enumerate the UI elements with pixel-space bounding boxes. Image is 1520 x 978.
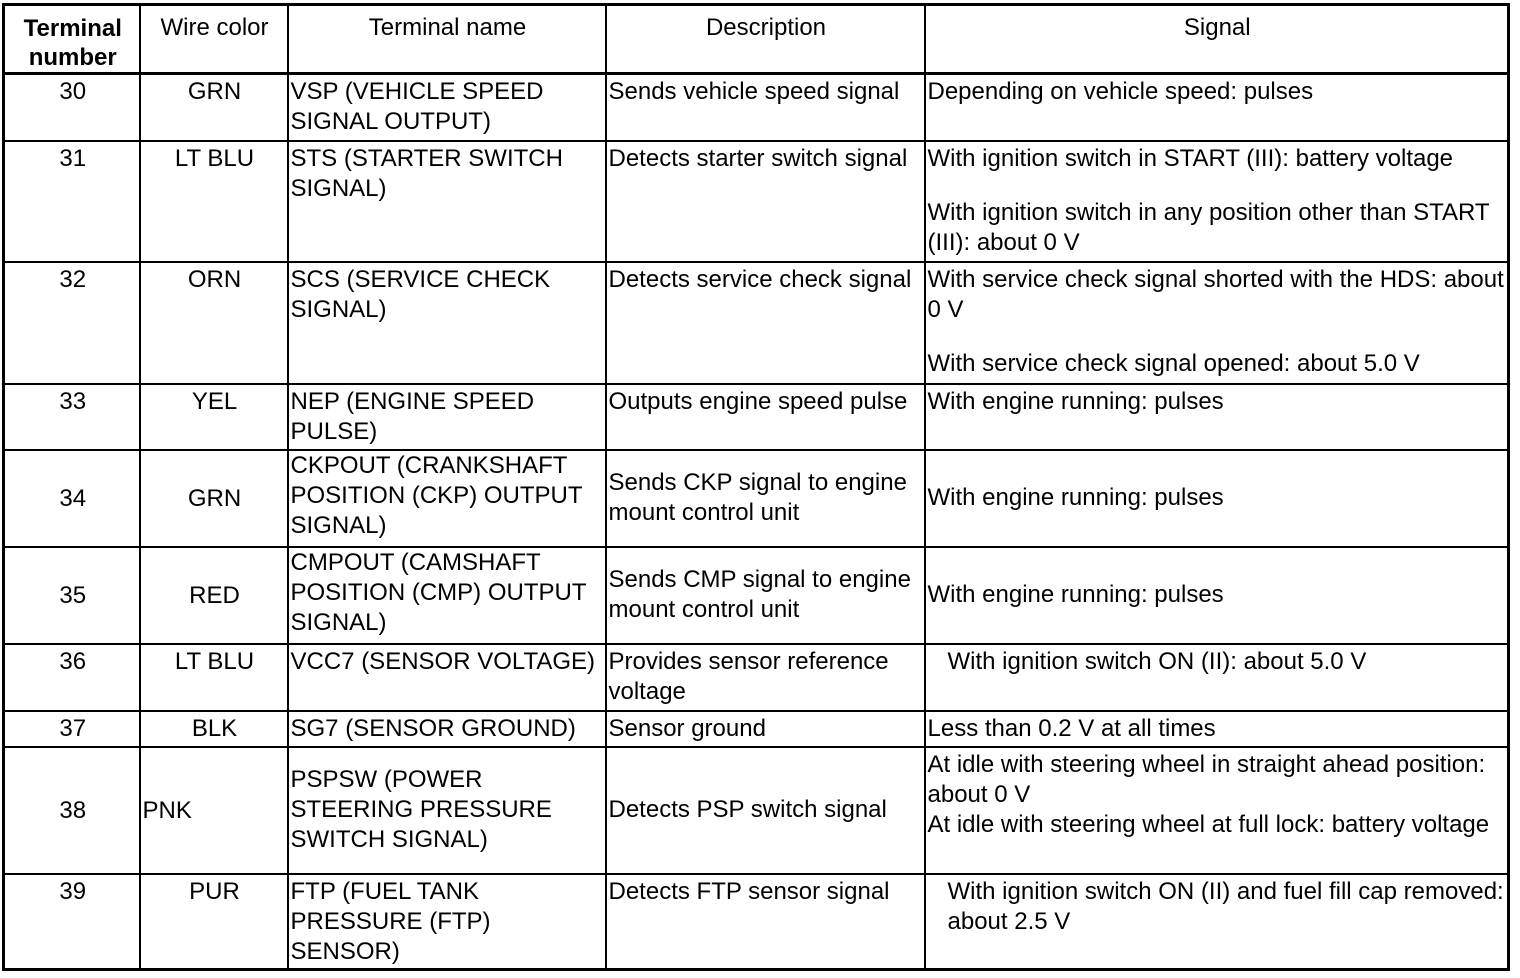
signal-text: With engine running: pulses (927, 484, 1224, 511)
signal-text: With engine running: pulses (927, 387, 1224, 415)
signal (925, 711, 1509, 747)
wire-color: RED (140, 547, 288, 644)
signal (925, 644, 1509, 711)
signal (925, 74, 1509, 141)
wire-color: YEL (140, 384, 288, 450)
table-row (4, 711, 1509, 747)
wire-color: PUR (140, 874, 288, 970)
table-row (4, 747, 1509, 874)
description: Detects PSP switch signal (606, 747, 925, 874)
wire-color: LT BLU (140, 141, 288, 262)
signal-text: Depending on vehicle speed: pulses (927, 78, 1314, 105)
description: Detects FTP sensor signal (606, 874, 925, 970)
description: Provides sensor reference voltage (606, 644, 925, 711)
header-terminal-number: Terminal number (4, 5, 140, 74)
table-row (4, 874, 1509, 970)
wire-color: PNK (140, 747, 288, 874)
signal-text: With ignition switch in START (III): battery voltage (927, 144, 1454, 172)
description: Detects service check signal (606, 262, 925, 384)
wire-color: LT BLU (140, 644, 288, 711)
table-row (4, 644, 1509, 711)
signal-text: At idle with steering wheel at full lock: battery voltage (927, 810, 1490, 838)
terminal-table-container (2, 3, 1510, 971)
signal (925, 547, 1509, 644)
description: Sensor ground (606, 711, 925, 747)
description: Sends CKP signal to engine mount control unit (606, 450, 925, 547)
table-row (4, 141, 1509, 262)
wire-color: GRN (140, 450, 288, 547)
signal (925, 384, 1509, 450)
terminal-name: SCS (SERVICE CHECK SIGNAL) (288, 262, 606, 384)
terminal-number: 38 (4, 747, 140, 874)
signal (925, 262, 1509, 384)
table-row (4, 384, 1509, 450)
table-row (4, 262, 1509, 384)
terminal-number: 33 (4, 384, 140, 450)
table-row (4, 450, 1509, 547)
header-signal: Signal (925, 5, 1509, 74)
signal-text: At idle with steering wheel in straight ahead position: about 0 V (927, 750, 1486, 808)
terminal-name: SG7 (SENSOR GROUND) (288, 711, 606, 747)
header-description: Description (606, 5, 925, 74)
table-row (4, 74, 1509, 141)
terminal-name: FTP (FUEL TANK PRESSURE (FTP) SENSOR) (288, 874, 606, 970)
terminal-name: STS (STARTER SWITCH SIGNAL) (288, 141, 606, 262)
description: Sends CMP signal to engine mount control unit (606, 547, 925, 644)
description: Sends vehicle speed signal (606, 74, 925, 141)
terminal-name: CKPOUT (CRANKSHAFT POSITION (CKP) OUTPUT SIGNAL) (288, 450, 606, 547)
signal-text: With ignition switch in any position other than START (III): about 0 V (927, 198, 1490, 256)
header-row (4, 5, 1509, 74)
header-terminal-name: Terminal name (288, 5, 606, 74)
wire-color: ORN (140, 262, 288, 384)
wire-color: BLK (140, 711, 288, 747)
description: Outputs engine speed pulse (606, 384, 925, 450)
terminal-number: 37 (4, 711, 140, 747)
terminal-name: NEP (ENGINE SPEED PULSE) (288, 384, 606, 450)
terminal-number: 30 (4, 74, 140, 141)
signal-text: Less than 0.2 V at all times (927, 714, 1216, 742)
terminal-number: 32 (4, 262, 140, 384)
signal (925, 874, 1509, 970)
terminal-name: VCC7 (SENSOR VOLTAGE) (288, 644, 606, 711)
signal-text: With ignition switch ON (II): about 5.0 V (947, 647, 1367, 675)
signal-text: With ignition switch ON (II) and fuel fill cap removed: about 2.5 V (947, 877, 1504, 935)
signal-text: With service check signal shorted with the HDS: about 0 V (927, 265, 1504, 323)
terminal-name: PSPSW (POWER STEERING PRESSURE SWITCH SIGNAL) (288, 747, 606, 874)
signal-text: With engine running: pulses (927, 581, 1224, 608)
terminal-number: 39 (4, 874, 140, 970)
terminal-number: 34 (4, 450, 140, 547)
signal (925, 141, 1509, 262)
terminal-name: VSP (VEHICLE SPEED SIGNAL OUTPUT) (288, 74, 606, 141)
description: Detects starter switch signal (606, 141, 925, 262)
signal (925, 450, 1509, 547)
signal (925, 747, 1509, 874)
terminal-number: 35 (4, 547, 140, 644)
header-wire-color: Wire color (140, 5, 288, 74)
terminal-name: CMPOUT (CAMSHAFT POSITION (CMP) OUTPUT SIGNAL) (288, 547, 606, 644)
terminal-number: 31 (4, 141, 140, 262)
table-row (4, 547, 1509, 644)
signal-text: With service check signal opened: about 5.0 V (927, 349, 1420, 377)
terminal-number: 36 (4, 644, 140, 711)
terminal-table (2, 3, 1510, 971)
wire-color: GRN (140, 74, 288, 141)
